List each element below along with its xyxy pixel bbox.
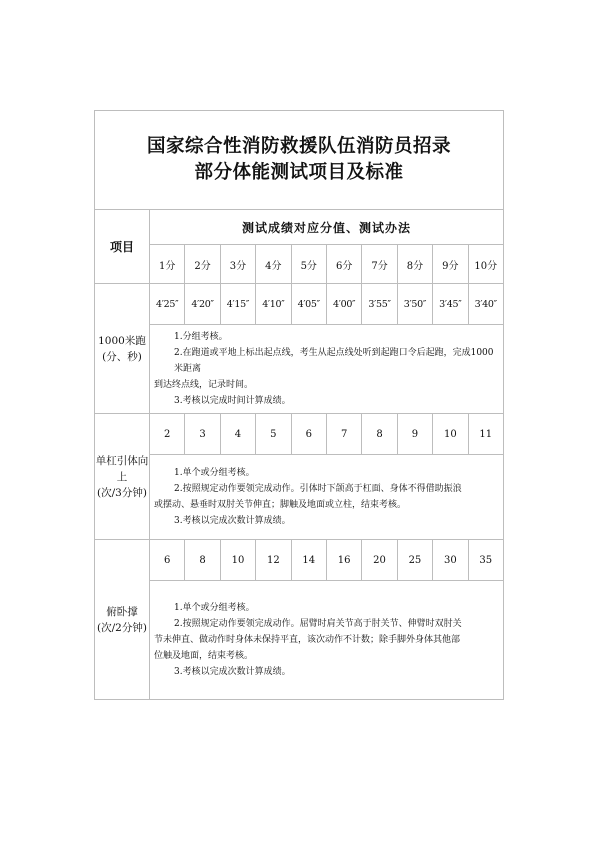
pushup-count-cell: 10	[220, 540, 255, 581]
run-time-cell: 4′10″	[256, 284, 291, 325]
method-line: 1.单个或分组考核。	[174, 603, 255, 613]
method-line: 3.考核以完成次数计算成绩。	[174, 667, 291, 677]
pullup-count-cell: 2	[150, 414, 185, 455]
pullup-values-row	[95, 414, 504, 455]
score-header: 6分	[326, 245, 361, 284]
pullup-method	[150, 455, 504, 540]
run-time-cell: 4′00″	[326, 284, 361, 325]
run-time-cell: 4′25″	[150, 284, 185, 325]
run-method	[150, 325, 504, 414]
method-line: 2.按照规定动作要领完成动作。引体时下颌高于杠面、身体不得借助振浪	[174, 484, 462, 494]
score-header: 9分	[433, 245, 468, 284]
method-line: 位触及地面，结束考核。	[154, 651, 254, 661]
pushup-count-cell: 25	[397, 540, 432, 581]
run-time-cell: 4′05″	[291, 284, 326, 325]
pushup-values-row	[95, 540, 504, 581]
title-line-1: 国家综合性消防救援队伍消防员招录	[146, 136, 451, 157]
pullup-count-cell: 10	[433, 414, 468, 455]
run-time-cell: 3′40″	[468, 284, 503, 325]
method-line: 3.考核以完成时间计算成绩。	[174, 396, 291, 406]
main-header: 测试成绩对应分值、测试办法	[150, 210, 504, 245]
pullup-count-cell: 8	[362, 414, 397, 455]
run-values-row	[95, 284, 504, 325]
pushup-count-cell: 35	[468, 540, 503, 581]
pushup-label-line-1: 俯卧撑	[106, 605, 138, 618]
method-line: 节未伸直、做动作时身体未保持平直，该次动作不计数；除手脚外身体其他部	[154, 635, 461, 645]
header-row	[95, 210, 504, 245]
pushup-label-line-2: (次/2分钟)	[97, 621, 147, 634]
method-line: 3.考核以完成次数计算成绩。	[174, 516, 291, 526]
pullup-label-line-2: (次/3分钟)	[97, 486, 147, 499]
run-time-cell: 4′20″	[185, 284, 220, 325]
method-line: 2.在跑道或平地上标出起点线，考生从起点线处听到起跑口令后起跑，完成1000米距离	[174, 348, 494, 374]
score-header-row	[95, 245, 504, 284]
pullup-count-cell: 11	[468, 414, 503, 455]
pushup-count-cell: 6	[150, 540, 185, 581]
pullup-count-cell: 7	[326, 414, 361, 455]
pullup-label-line-1: 单杠引体向上	[95, 454, 149, 483]
run-label-line-1: 1000米跑	[98, 334, 146, 347]
pullup-count-cell: 6	[291, 414, 326, 455]
title-line-2: 部分体能测试项目及标准	[194, 162, 404, 183]
score-header: 8分	[397, 245, 432, 284]
score-header: 5分	[291, 245, 326, 284]
pushup-method	[150, 581, 504, 700]
score-header: 4分	[256, 245, 291, 284]
standards-table	[94, 209, 504, 700]
run-time-cell: 3′45″	[433, 284, 468, 325]
run-time-cell: 4′15″	[220, 284, 255, 325]
standards-document	[94, 110, 504, 700]
run-time-cell: 3′55″	[362, 284, 397, 325]
pushup-count-cell: 30	[433, 540, 468, 581]
pushup-count-cell: 16	[326, 540, 361, 581]
pushup-count-cell: 20	[362, 540, 397, 581]
score-header: 1分	[150, 245, 185, 284]
method-line: 到达终点线，记录时间。	[154, 380, 254, 390]
pushup-method-row	[95, 581, 504, 700]
pushup-count-cell: 12	[256, 540, 291, 581]
score-header: 2分	[185, 245, 220, 284]
score-header: 10分	[468, 245, 503, 284]
pullup-method-row	[95, 455, 504, 540]
item-header: 项目	[95, 210, 150, 284]
pushup-count-cell: 14	[291, 540, 326, 581]
pullup-count-cell: 4	[220, 414, 255, 455]
method-line: 或摆动、悬垂时双肘关节伸直；脚触及地面或立柱，结束考核。	[154, 500, 407, 510]
pullup-count-cell: 3	[185, 414, 220, 455]
run-label	[95, 284, 150, 414]
method-line: 1.单个或分组考核。	[174, 468, 255, 478]
document-title	[94, 110, 504, 209]
method-line: 2.按照规定动作要领完成动作。屈臂时肩关节高于肘关节、伸臂时双肘关	[174, 619, 462, 629]
method-line: 1.分组考核。	[174, 332, 228, 342]
run-time-cell: 3′50″	[397, 284, 432, 325]
pushup-count-cell: 8	[185, 540, 220, 581]
pushup-label	[95, 540, 150, 700]
run-method-row	[95, 325, 504, 414]
run-label-line-2: (分、秒)	[102, 350, 142, 363]
score-header: 7分	[362, 245, 397, 284]
score-header: 3分	[220, 245, 255, 284]
pullup-count-cell: 5	[256, 414, 291, 455]
pullup-count-cell: 9	[397, 414, 432, 455]
pullup-label	[95, 414, 150, 540]
